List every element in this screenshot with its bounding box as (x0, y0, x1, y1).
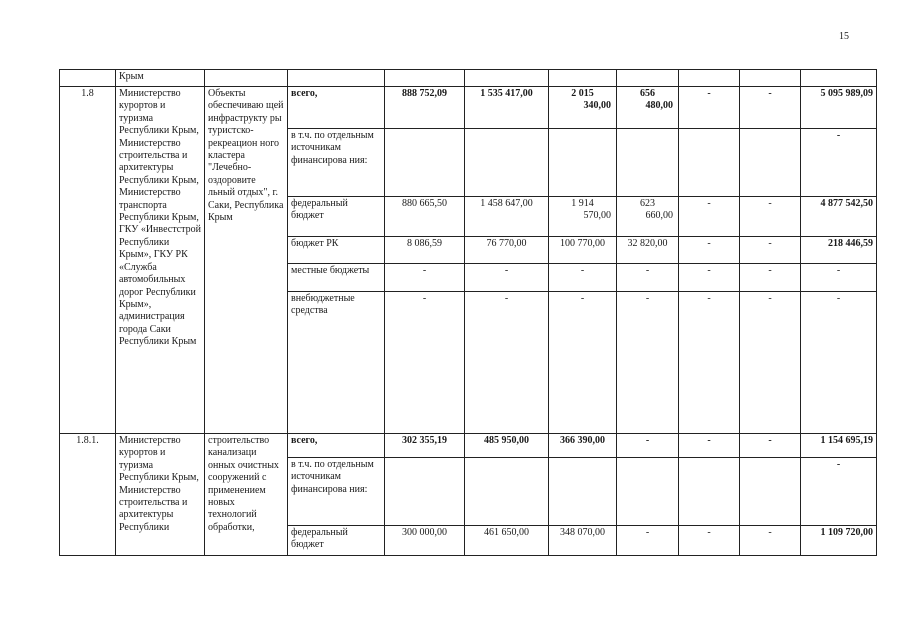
cell-value: - (617, 264, 679, 292)
cell-total: 5 095 989,09 (801, 87, 877, 129)
cell-object: строительство канализаци онных очистных сооружений с применением новых технологий обработки, (205, 434, 288, 556)
cell-value: - (617, 526, 679, 556)
cell-index: 1.8.1. (60, 434, 116, 556)
cell-total: - (801, 129, 877, 197)
cell-object (205, 70, 288, 87)
cell-index (60, 70, 116, 87)
cell-value: - (740, 292, 801, 434)
cell-total (801, 70, 877, 87)
cell-value (679, 70, 740, 87)
cell-value: 76 770,00 (465, 237, 549, 264)
cell-value: - (549, 264, 617, 292)
cell-total: 218 446,59 (801, 237, 877, 264)
cell-value: - (679, 526, 740, 556)
cell-value (617, 129, 679, 197)
cell-value (465, 458, 549, 526)
cell-value: 1 535 417,00 (465, 87, 549, 129)
cell-value (679, 458, 740, 526)
table-row-continuation (60, 70, 877, 87)
cell-responsible: Крым (116, 70, 205, 87)
cell-value-part: 656 (640, 88, 655, 99)
cell-total: 1 109 720,00 (801, 526, 877, 556)
cell-value: - (617, 292, 679, 434)
cell-value: - (740, 237, 801, 264)
cell-value: 485 950,00 (465, 434, 549, 458)
cell-value (465, 129, 549, 197)
cell-value: 100 770,00 (549, 237, 617, 264)
cell-value (549, 197, 617, 237)
cell-value: - (617, 434, 679, 458)
cell-index: 1.8 (60, 87, 116, 434)
cell-total: 4 877 542,50 (801, 197, 877, 237)
cell-value-part: 660,00 (645, 210, 673, 222)
cell-source-label: всего, (288, 434, 385, 458)
cell-value: 348 070,00 (549, 526, 617, 556)
cell-value: - (385, 264, 465, 292)
cell-value (679, 129, 740, 197)
cell-value (617, 70, 679, 87)
cell-total: - (801, 458, 877, 526)
cell-value: - (740, 434, 801, 458)
cell-value (385, 129, 465, 197)
cell-source-label: всего, (288, 87, 385, 129)
cell-value: - (679, 264, 740, 292)
cell-source-label: в т.ч. по отдельным источникам финансирова ния: (288, 458, 385, 526)
cell-value-part: 340,00 (583, 100, 611, 112)
cell-value-part: 2 015 (571, 88, 594, 99)
cell-total: 1 154 695,19 (801, 434, 877, 458)
cell-responsible: Министерство курортов и туризма Республики Крым, Министерство строительства и архитектуры Республики Крым, Министерство транспорта Республики Крым, ГКУ «Инвестстрой Республики Крым», ГКУ РК «Служба автомобильных дорог Республики Крым», администрация города Саки Республики Крым (116, 87, 205, 434)
cell-value (549, 70, 617, 87)
cell-value: - (740, 87, 801, 129)
cell-value (617, 87, 679, 129)
cell-value: - (385, 292, 465, 434)
cell-value (617, 197, 679, 237)
table-row-1-8-1-total (60, 434, 877, 458)
cell-value-part: 623 (640, 198, 655, 209)
cell-value (385, 458, 465, 526)
cell-value: - (740, 526, 801, 556)
cell-value (740, 70, 801, 87)
cell-value: 366 390,00 (549, 434, 617, 458)
cell-source-label: федеральный бюджет (288, 197, 385, 237)
cell-value-part: 480,00 (645, 100, 673, 112)
cell-value: 302 355,19 (385, 434, 465, 458)
cell-value: 8 086,59 (385, 237, 465, 264)
cell-source-label: внебюджетные средства (288, 292, 385, 434)
cell-value (385, 70, 465, 87)
cell-value (465, 70, 549, 87)
cell-value: - (740, 264, 801, 292)
cell-value: - (679, 434, 740, 458)
cell-value (617, 458, 679, 526)
cell-value: - (679, 237, 740, 264)
cell-value: 300 000,00 (385, 526, 465, 556)
cell-total: - (801, 264, 877, 292)
cell-value: - (679, 87, 740, 129)
cell-object: Объекты обеспечиваю щей инфраструкту ры туристско-рекреацион ного кластера "Лечебно-оздоровите льный отдых", г. Саки, Республика Крым (205, 87, 288, 434)
cell-value-part: 1 914 (571, 198, 594, 209)
cell-value: - (465, 292, 549, 434)
cell-value (549, 129, 617, 197)
cell-source-label: бюджет РК (288, 237, 385, 264)
cell-source (288, 70, 385, 87)
page-number: 15 (839, 31, 849, 42)
table-row-1-8-total (60, 87, 877, 129)
cell-value (549, 458, 617, 526)
cell-value: 880 665,50 (385, 197, 465, 237)
cell-source-label: федеральный бюджет (288, 526, 385, 556)
cell-value: 888 752,09 (385, 87, 465, 129)
cell-value: - (679, 197, 740, 237)
cell-value: 461 650,00 (465, 526, 549, 556)
cell-value: 32 820,00 (617, 237, 679, 264)
cell-total: - (801, 292, 877, 434)
cell-value (740, 129, 801, 197)
cell-source-label: местные бюджеты (288, 264, 385, 292)
cell-value-part: 570,00 (583, 210, 611, 222)
cell-value: - (549, 292, 617, 434)
cell-value (549, 87, 617, 129)
cell-value: 1 458 647,00 (465, 197, 549, 237)
cell-value (740, 458, 801, 526)
cell-value: - (465, 264, 549, 292)
cell-value: - (679, 292, 740, 434)
cell-source-label: в т.ч. по отдельным источникам финансирова ния: (288, 129, 385, 197)
cell-value: - (740, 197, 801, 237)
cell-responsible: Министерство курортов и туризма Республики Крым, Министерство строительства и архитектуры Республики (116, 434, 205, 556)
financing-table (59, 69, 877, 556)
